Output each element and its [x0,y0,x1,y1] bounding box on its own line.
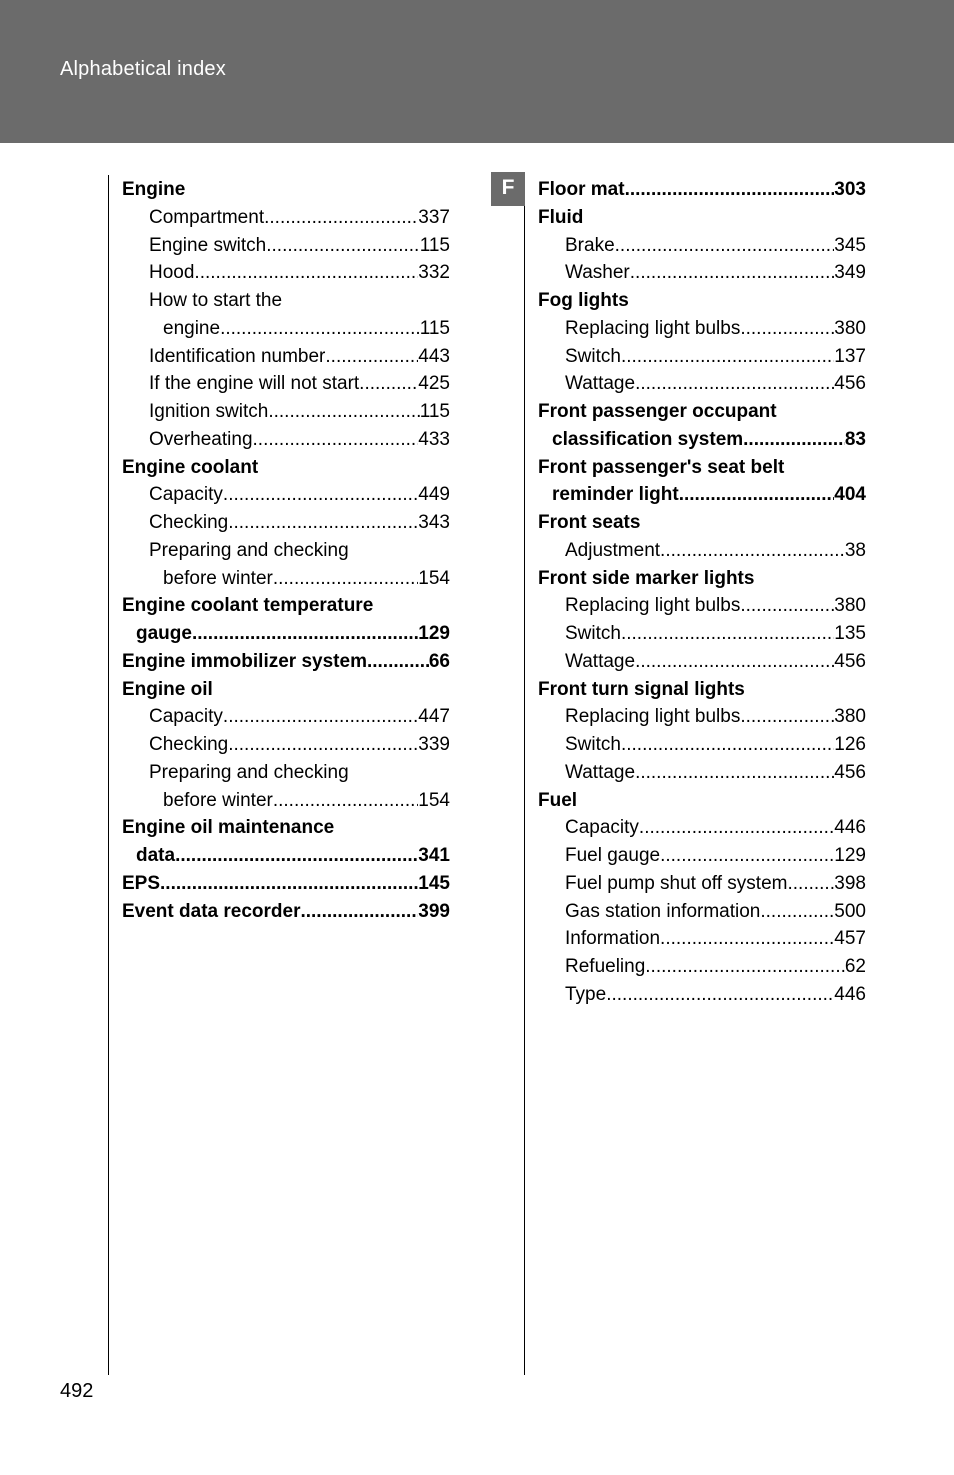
index-entry [122,759,450,787]
index-entry [122,703,450,731]
index-column-left [122,176,450,925]
dot-leader [268,398,419,426]
index-entry [122,787,450,815]
index-entry-label: Engine oil maintenance [122,817,335,839]
index-entry [122,565,450,593]
index-entry-page: 66 [428,650,450,672]
dot-leader [635,370,834,398]
dot-leader [175,842,418,870]
dot-leader [760,898,834,926]
index-entry-label: Capacity [565,817,639,839]
index-entry [538,398,866,426]
index-entry-label: Preparing and checking [149,539,349,561]
index-entry [538,870,866,898]
index-entry-page: 83 [844,428,866,450]
index-entry-page: 145 [418,872,450,894]
index-entry [122,537,450,565]
index-entry [538,370,866,398]
index-entry-label: Fuel [538,789,578,811]
index-entry [538,787,866,815]
index-entry-label: Front seats [538,512,641,533]
dot-leader [160,870,418,898]
dot-leader [635,648,834,676]
index-entry-page: 457 [834,928,866,950]
dot-leader [740,315,834,343]
dot-leader [300,898,418,926]
dot-leader [787,870,834,898]
index-entry-label: Overheating [149,428,253,450]
index-entry-label: Ignition switch [149,401,269,422]
index-entry-label: Adjustment [565,539,661,561]
index-entry-page: 343 [418,512,450,533]
index-entry-page: 500 [834,900,866,922]
index-entry-page: 115 [419,234,450,256]
dot-leader [264,204,418,232]
index-entry [538,481,866,509]
dot-leader [660,925,834,953]
index-entry [538,259,866,287]
dot-leader [615,232,835,260]
index-entry [122,509,450,537]
index-entry [122,287,450,315]
index-entry [122,870,450,898]
dot-leader [625,176,835,204]
index-entry-label: engine [163,317,221,339]
index-entry-page: 349 [834,262,866,284]
index-entry-label: gauge [136,623,192,644]
index-entry-label: Refueling [565,956,646,977]
index-entry-label: reminder light [552,484,679,506]
index-entry-page: 404 [834,484,866,506]
index-entry [538,537,866,565]
dot-leader [273,565,418,593]
index-entry-page: 337 [418,206,450,228]
index-entry-label: Switch [565,623,621,644]
index-entry-label: Front passenger's seat belt [538,456,785,478]
dot-leader [621,620,834,648]
index-entry [538,592,866,620]
dot-leader [273,787,418,815]
index-entry [538,814,866,842]
index-entry [538,925,866,953]
index-entry [122,814,450,842]
index-entry [122,232,450,260]
index-entry [538,731,866,759]
index-entry-page: 341 [418,845,450,866]
index-entry-label: How to start the [149,290,283,311]
dot-leader [645,953,845,981]
index-entry-label: Switch [565,734,621,755]
index-entry-label: EPS [122,872,161,894]
index-entry-page: 303 [834,179,866,200]
index-entry-page: 115 [419,401,450,422]
index-entry [538,676,866,704]
index-entry-page: 443 [418,345,450,367]
index-entry-label: Checking [149,512,229,533]
index-entry [538,759,866,787]
index-entry-label: Information [565,928,661,950]
index-entry [538,204,866,232]
dot-leader [740,703,834,731]
dot-leader [740,592,834,620]
index-entry-page: 446 [834,983,866,1005]
index-entry-label: If the engine will not start [149,373,360,395]
index-entry [122,842,450,870]
index-entry-label: Front turn signal lights [538,678,745,700]
dot-leader [194,259,418,287]
index-entry [122,315,450,343]
index-entry-label: before winter [163,567,273,589]
index-entry-label: Fluid [538,206,584,228]
index-entry [122,176,450,204]
index-entry-page: 154 [418,567,450,589]
index-entry-label: Replacing light bulbs [565,317,741,339]
dot-leader [367,648,429,676]
index-entry-page: 126 [834,734,866,755]
dot-leader [223,703,418,731]
index-entry [122,454,450,482]
column-divider-left [108,175,109,1375]
index-entry-page: 456 [834,373,866,395]
index-entry-page: 446 [834,817,866,839]
index-entry [122,259,450,287]
page-header [0,0,954,143]
index-entry-label: Wattage [565,761,636,783]
dot-leader [223,481,418,509]
index-entry [538,426,866,454]
index-entry-label: Wattage [565,373,636,395]
index-entry-label: Gas station information [565,900,761,922]
dot-leader [679,481,835,509]
index-column-right [538,176,866,1009]
index-entry-page: 447 [418,706,450,728]
index-entry-page: 135 [834,623,866,644]
index-entry [122,648,450,676]
index-entry-label: classification system [552,428,744,450]
index-entry-label: Wattage [565,650,636,672]
index-entry-page: 339 [418,734,450,755]
index-entry-page: 380 [834,595,866,617]
index-entry-page: 38 [844,539,866,561]
index-entry [122,204,450,232]
index-entry-page: 62 [844,956,866,977]
dot-leader [606,981,834,1009]
index-entry-label: Compartment [149,206,265,228]
index-entry-label: Brake [565,234,615,256]
index-entry [538,176,866,204]
index-entry-page: 115 [419,317,450,339]
index-entry-label: Hood [149,262,195,284]
index-entry [538,981,866,1009]
dot-leader [630,259,835,287]
index-entry [122,426,450,454]
index-entry-label: Identification number [149,345,326,367]
index-entry-label: Event data recorder [122,900,301,922]
index-entry-page: 129 [418,623,450,644]
index-entry-label: Fuel pump shut off system [565,872,788,894]
index-entry-label: Replacing light bulbs [565,706,741,728]
index-entry-label: Engine coolant temperature [122,595,374,617]
index-entry [538,842,866,870]
index-entry-label: Fog lights [538,290,629,311]
index-entry-label: Engine immobilizer system [122,650,367,672]
dot-leader [266,232,419,260]
index-entry-label: Engine switch [149,234,267,256]
index-entry-page: 345 [834,234,866,256]
index-entry-label: Switch [565,345,621,367]
index-entry-page: 398 [834,872,866,894]
index-entry-label: Fuel gauge [565,845,661,866]
index-entry [538,343,866,371]
index-entry-page: 456 [834,650,866,672]
index-entry [538,509,866,537]
index-entry-label: Front passenger occupant [538,401,777,422]
dot-leader [660,537,845,565]
dot-leader [228,731,418,759]
dot-leader [253,426,419,454]
index-entry-page: 425 [418,373,450,395]
index-entry [122,343,450,371]
index-entry-label: Washer [565,262,630,284]
dot-leader [220,315,420,343]
index-entry [122,731,450,759]
index-entry-page: 332 [418,262,450,284]
index-entry-page: 129 [834,845,866,866]
index-entry [538,315,866,343]
index-entry [538,620,866,648]
index-entry [538,287,866,315]
index-entry-label: Engine oil [122,678,213,700]
dot-leader [621,343,834,371]
index-entry-page: 154 [418,789,450,811]
index-entry-page: 449 [418,484,450,506]
index-entry-label: Preparing and checking [149,761,349,783]
page-number: 492 [60,1380,94,1402]
index-entry-label: data [136,845,176,866]
index-entry-page: 433 [418,428,450,450]
dot-leader [192,620,418,648]
index-entry-page: 137 [834,345,866,367]
index-entry [122,592,450,620]
dot-leader [635,759,834,787]
index-entry [122,481,450,509]
index-entry [538,648,866,676]
index-entry [538,565,866,593]
dot-leader [660,842,834,870]
index-entry [122,676,450,704]
index-entry [538,232,866,260]
index-entry-page: 399 [418,900,450,922]
dot-leader [359,370,418,398]
index-entry [538,898,866,926]
index-entry-label: Engine [122,179,186,200]
index-entry [538,703,866,731]
index-entry-page: 380 [834,706,866,728]
index-entry [122,620,450,648]
dot-leader [743,426,845,454]
index-entry-page: 380 [834,317,866,339]
index-entry [122,370,450,398]
dot-leader [325,343,418,371]
index-entry [122,898,450,926]
index-entry [538,953,866,981]
index-entry [538,454,866,482]
index-entry-label: Floor mat [538,179,625,200]
column-divider-right [524,175,525,1375]
index-entry-label: Capacity [149,706,223,728]
index-entry-label: Capacity [149,484,223,506]
index-entry-page: 456 [834,761,866,783]
index-entry-label: Checking [149,734,229,755]
dot-leader [639,814,834,842]
index-entry-label: Front side marker lights [538,567,755,589]
dot-leader [621,731,834,759]
index-entry-label: before winter [163,789,273,811]
index-entry [122,398,450,426]
section-letter-tab: F [491,172,525,206]
index-entry-label: Replacing light bulbs [565,595,741,617]
index-entry-label: Engine coolant [122,456,259,478]
dot-leader [228,509,418,537]
index-entry-label: Type [565,983,607,1005]
header-title: Alphabetical index [60,58,226,80]
